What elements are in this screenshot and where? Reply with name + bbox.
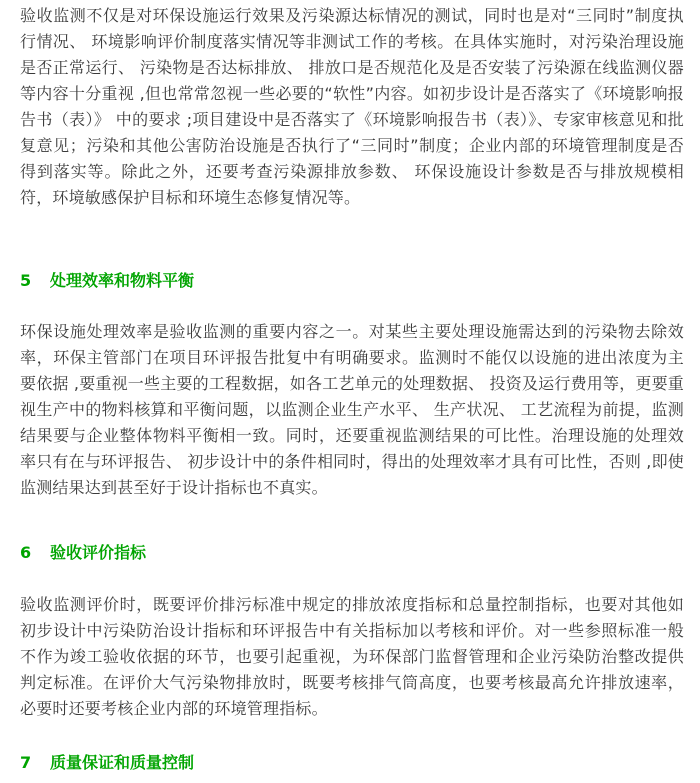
section-title: 处理效率和物料平衡 — [50, 271, 195, 290]
section-heading-5 — [20, 268, 194, 294]
section-title: 质量保证和质量控制 — [50, 753, 195, 772]
paragraph-treatment-efficiency: 环保设施处理效率是验收监测的重要内容之一。对某些主要处理设施需达到的污染物去除效率，环保主管部门在项目环评报告批复中有明确要求。监测时不能仅以设施的进出浓度为主要依据 ,要重视一些主要的工程数据，如各工艺单元的处理数据、 投资及运行费用等，更要重视生产中的物料核算和平衡问题，以监测企业生产水平、 生产状况、 工艺流程为前提，监测结果要与企业整体物料平衡相一致。同时，还要重视监测结果的可比性。治理设施的处理效率只有在与环评报告、 初步设计中的条件相同时，得出的处理效率才具有可比性，否则 ,即使监测结果达到甚至好于设计指标也不真实。 — [20, 322, 684, 497]
section-number: 6 — [20, 543, 32, 562]
section-heading-7 — [20, 750, 194, 776]
paragraph-acceptance-monitoring-scope: 验收监测不仅是对环保设施运行效果及污染源达标情况的测试，同时也是对“三同时”制度执行情况、 环境影响评价制度落实情况等非测试工作的考核。在具体实施时，对污染治理设施是否正常运行、 污染物是否达标排放、 排放口是否规范化及是否安装了污染源在线监测仪器等内容十分重视 ,但也常常忽视一些必要的“软性”内容。如初步设计是否落实了《环境影响报告书（表）》 中的要求 ;项目建设中是否落实了《环境影响报告书（表）》、专家审核意见和批复意见；污染和其他公害防治设施是否执行了“三同时”制度；企业内部的环境管理制度是否得到落实等。除此之外，还要考查污染源排放参数、 环保设施设计参数是否与排放规模相符，环境敏感保护目标和环境生态修复情况等。 — [20, 6, 684, 207]
section-title: 验收评价指标 — [50, 543, 147, 562]
section-number: 7 — [20, 753, 32, 772]
paragraph-evaluation-indicators: 验收监测评价时，既要评价排污标准中规定的排放浓度指标和总量控制指标，也要对其他如初步设计中污染防治设计指标和环评报告中有关指标加以考核和评价。对一些参照标准一般不作为竣工验收依据的环节，也要引起重视，为环保部门监督管理和企业污染防治整改提供判定标准。在评价大气污染物排放时，既要考核排气筒高度，也要考核最高允许排放速率，必要时还要考核企业内部的环境管理指标。 — [20, 595, 684, 718]
section-heading-6 — [20, 540, 146, 566]
section-number: 5 — [20, 271, 32, 290]
